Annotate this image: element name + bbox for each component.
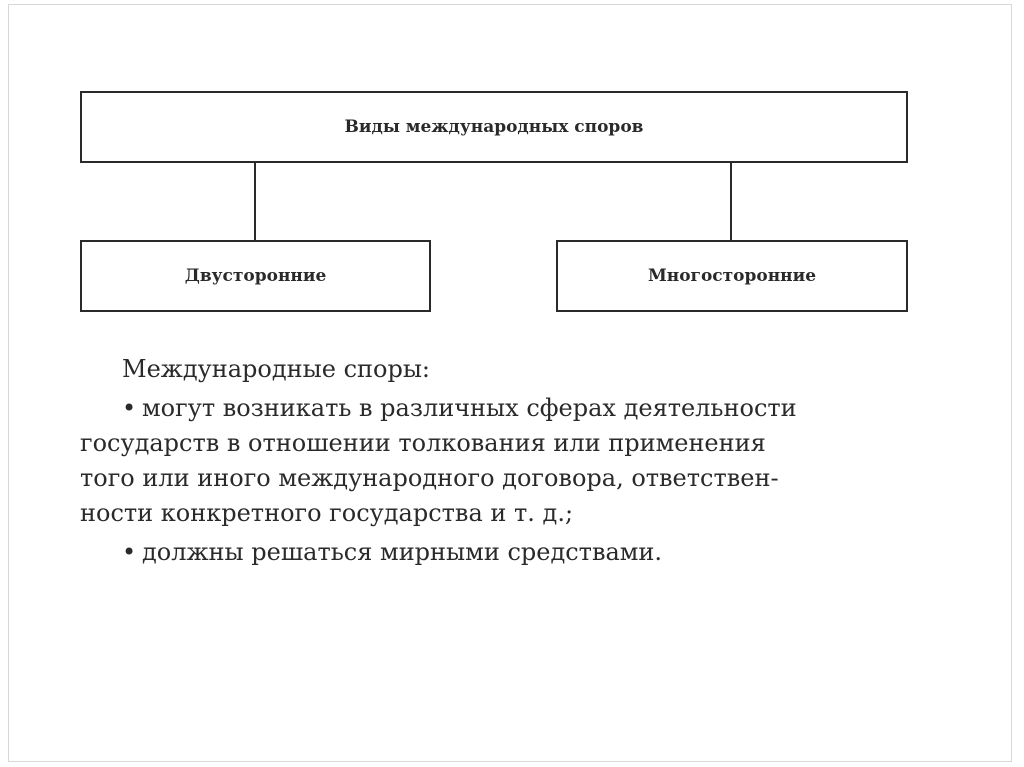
bullet-2-line-1: • должны решаться мирными средствами.: [80, 535, 920, 570]
bullet-1-line-3: того или иного международного договора, ответствен-: [80, 464, 779, 492]
root-node: [80, 91, 908, 163]
child-node-label: Двусторонние: [184, 266, 327, 286]
bullet-1-line-1: • могут возникать в различных сферах деятельности: [80, 391, 920, 426]
bullet-1-line-4: ности конкретного государства и т. д.;: [80, 499, 574, 527]
child-node-multilateral: [556, 240, 908, 312]
bullet-icon: •: [122, 394, 137, 422]
bullet-1-line-2: государств в отношении толкования или применения: [80, 429, 766, 457]
bullet-icon: •: [122, 538, 137, 566]
text-heading: Международные споры:: [122, 355, 431, 383]
child-node-label: Многосторонние: [647, 266, 817, 286]
connector-right: [730, 163, 732, 241]
root-node-label: Виды международных споров: [344, 117, 644, 137]
connector-left: [254, 163, 256, 241]
child-node-bilateral: [80, 240, 431, 312]
description-text: [80, 352, 920, 570]
